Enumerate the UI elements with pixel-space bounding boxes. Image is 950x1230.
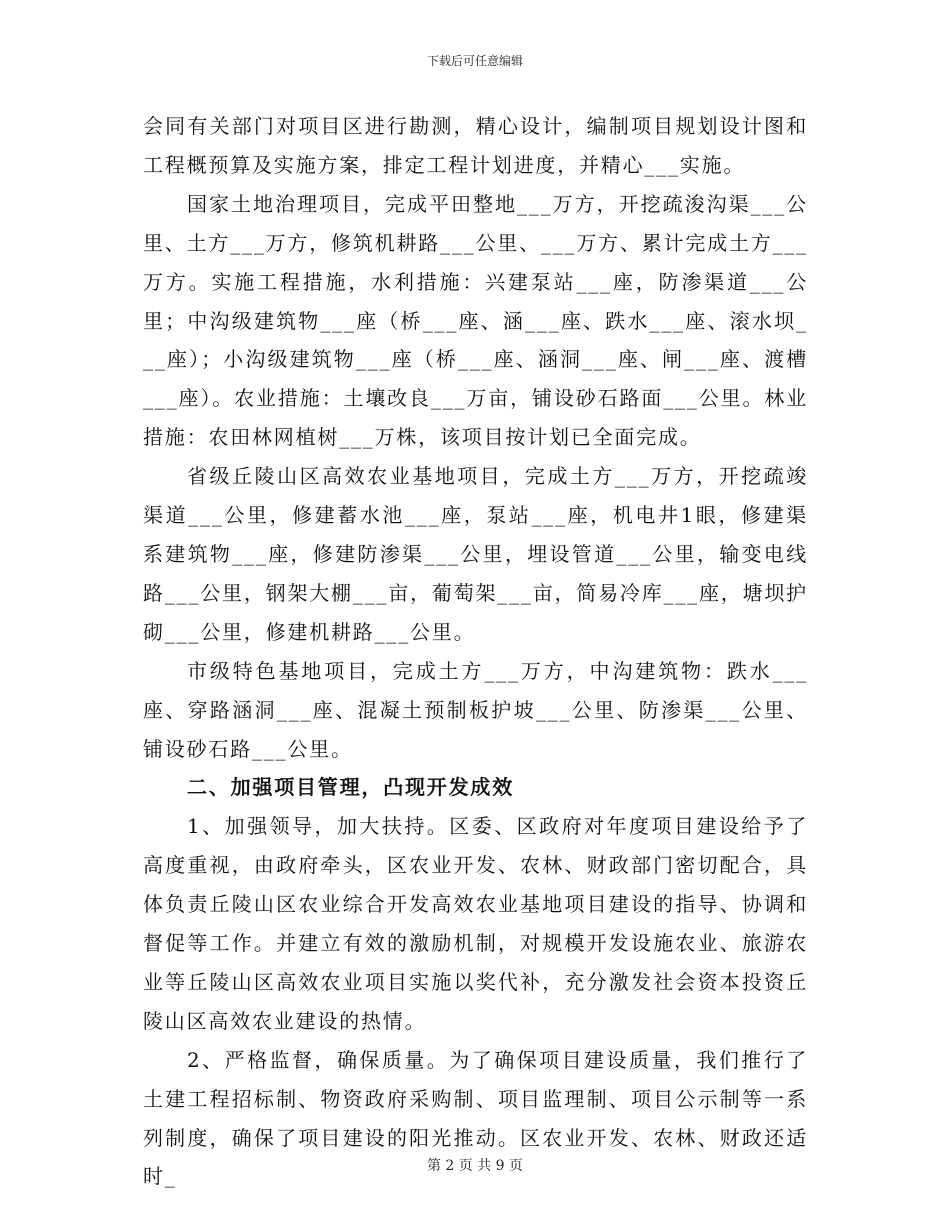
page-header: 下载后可任意编辑 (426, 54, 523, 68)
paragraph-national-land-project: 国家土地治理项目，完成平田整地___万方，开挖疏浚沟渠___公里、土方___万方，修筑机耕路___公里、___万方、累计完成土方___万方。实施工程措施，水利措施：兴建泵站___座，防渗渠道___公里；中沟级建筑物___座（桥___座、涵___座、跌水___座、滚水坝___座）；小沟级建筑物___座（桥___座、涵洞___座、闸___座、渡槽___座）。农业措施：土壤改良___万亩，铺设砂石路面___公里。林业措施：农田林网植树___万株，该项目按计划已全面完成。 (143, 191, 808, 450)
document-body (143, 107, 808, 1196)
paragraph-supervision: 2、严格监督，确保质量。为了确保项目建设质量，我们推行了土建工程招标制、物资政府采购制、项目监理制、项目公示制等一系列制度，确保了项目建设的阳光推动。区农业开发、农林、财政还适时_ (143, 1047, 808, 1189)
paragraph-provincial-hill-project: 省级丘陵山区高效农业基地项目，完成土方___万方，开挖疏竣渠道___公里，修建蓄水池___座，泵站___座，机电井1眼，修建渠系建筑物___座，修建防渗渠___公里，埋设管道___公里，输变电线路___公里，钢架大棚___亩，葡萄架___亩，简易冷库___座，塘坝护砌___公里，修建机耕路___公里。 (143, 464, 808, 644)
page-footer: 第 2 页 共 9 页 (426, 1158, 524, 1174)
paragraph-municipal-base-project: 市级特色基地项目，完成土方___万方，中沟建筑物：跌水___座、穿路涵洞___座、混凝土预制板护坡___公里、防渗渠___公里、铺设砂石路___公里。 (143, 658, 808, 761)
paragraph-continuation: 会同有关部门对项目区进行勘测，精心设计，编制项目规划设计图和工程概预算及实施方案，排定工程计划进度，并精心___实施。 (143, 114, 808, 177)
paragraph-leadership: 1、加强领导，加大扶持。区委、区政府对年度项目建设给予了高度重视，由政府牵头，区农业开发、农林、财政部门密切配合，具体负责丘陵山区农业综合开发高效农业基地项目建设的指导、协调和督促等工作。并建立有效的激励机制，对规模开发设施农业、旅游农业等丘陵山区高效农业项目实施以奖代补，充分激发社会资本投资丘陵山区高效农业建设的热情。 (143, 814, 808, 1033)
section-heading: 二、加强项目管理，凸现开发成效 (187, 775, 514, 800)
